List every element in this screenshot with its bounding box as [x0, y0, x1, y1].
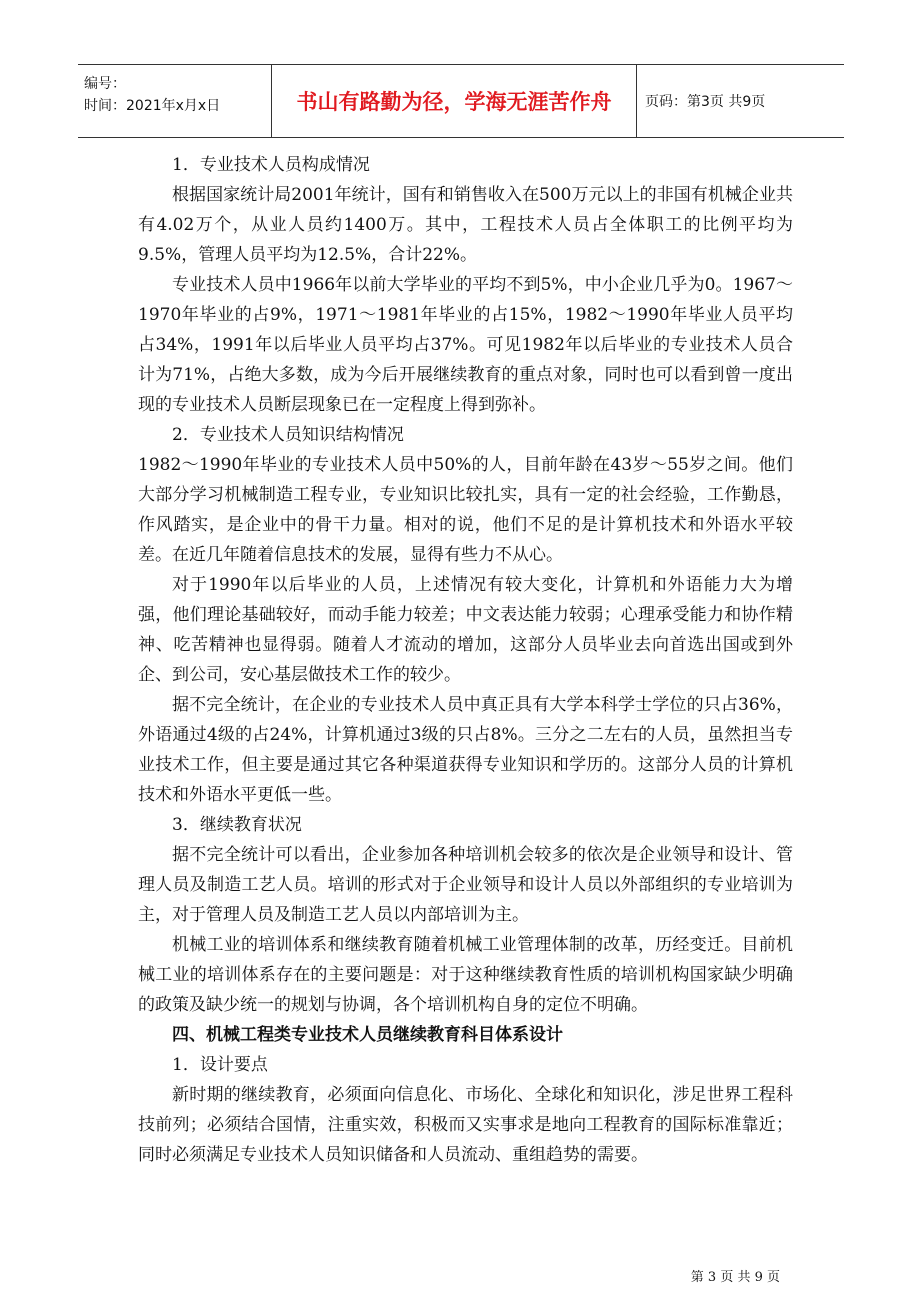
paragraph: 1．设计要点	[172, 1055, 268, 1075]
paragraph: 机械工业的培训体系和继续教育随着机械工业管理体制的改革，历经变迁。目前机械工业的培训体系存在的主要问题是：对于这种继续教育性质的培训机构国家缺少明确的政策及缺少统一的规划与协调，各个培训机构自身的定位不明确。	[138, 935, 793, 1015]
header-page-label: 页码：第3页 共9页	[645, 94, 766, 110]
paragraph: 1．专业技术人员构成情况	[172, 155, 370, 175]
paragraph: 据不完全统计，在企业的专业技术人员中真正具有大学本科学士学位的只占36%，外语通过4级的占24%，计算机通过3级的只占8%。三分之二左右的人员，虽然担当专业技术工作，但主要是通过其它各种渠道获得专业知识和学历的。这部分人员的计算机技术和外语水平更低一些。	[138, 695, 793, 805]
paragraph: 2．专业技术人员知识结构情况	[172, 425, 404, 445]
header-motto: 书山有路勤为径，学海无涯苦作舟	[271, 65, 637, 137]
paragraph: 据不完全统计可以看出，企业参加各种培训机会较多的依次是企业领导和设计、管理人员及制造工艺人员。培训的形式对于企业领导和设计人员以外部组织的专业培训为主，对于管理人员及制造工艺人员以内部培训为主。	[138, 845, 793, 925]
time-label: 时间：2021年x月x日	[84, 98, 221, 114]
section-heading: 四、机械工程类专业技术人员继续教育科目体系设计	[172, 1025, 563, 1045]
header-meta	[78, 65, 271, 137]
paragraph: 1982～1990年毕业的专业技术人员中50%的人，目前年龄在43岁～55岁之间。他们大部分学习机械制造工程专业，专业知识比较扎实，具有一定的社会经验，工作勤恳，作风踏实，是企业中的骨干力量。相对的说，他们不足的是计算机技术和外语水平较差。在近几年随着信息技术的发展，显得有些力不从心。	[138, 455, 793, 565]
paragraph: 新时期的继续教育，必须面向信息化、市场化、全球化和知识化，涉足世界工程科技前列；必须结合国情，注重实效，积极而又实事求是地向工程教育的国际标准靠近；同时必须满足专业技术人员知识储备和人员流动、重组趋势的需要。	[138, 1085, 793, 1165]
paragraph: 对于1990年以后毕业的人员，上述情况有较大变化，计算机和外语能力大为增强，他们理论基础较好，而动手能力较差；中文表达能力较弱；心理承受能力和协作精神、吃苦精神也显得弱。随着人才流动的增加，这部分人员毕业去向首选出国或到外企、到公司，安心基层做技术工作的较少。	[138, 575, 793, 685]
page-header	[78, 64, 844, 138]
document-body	[138, 150, 793, 1170]
page-footer: 第 3 页 共 9 页	[690, 1270, 780, 1285]
paragraph: 专业技术人员中1966年以前大学毕业的平均不到5%，中小企业几乎为0。1967～1970年毕业的占9%，1971～1981年毕业的占15%，1982～1990年毕业人员平均占34%，1991年以后毕业人员平均占37%。可见1982年以后毕业的专业技术人员合计为71%，占绝大多数，成为今后开展继续教育的重点对象，同时也可以看到曾一度出现的专业技术人员断层现象已在一定程度上得到弥补。	[138, 275, 793, 415]
code-label: 编号：	[84, 76, 126, 92]
paragraph: 3．继续教育状况	[172, 815, 302, 835]
paragraph: 根据国家统计局2001年统计，国有和销售收入在500万元以上的非国有机械企业共有4.02万个，从业人员约1400万。其中，工程技术人员占全体职工的比例平均为9.5%，管理人员平均为12.5%，合计22%。	[138, 185, 793, 265]
